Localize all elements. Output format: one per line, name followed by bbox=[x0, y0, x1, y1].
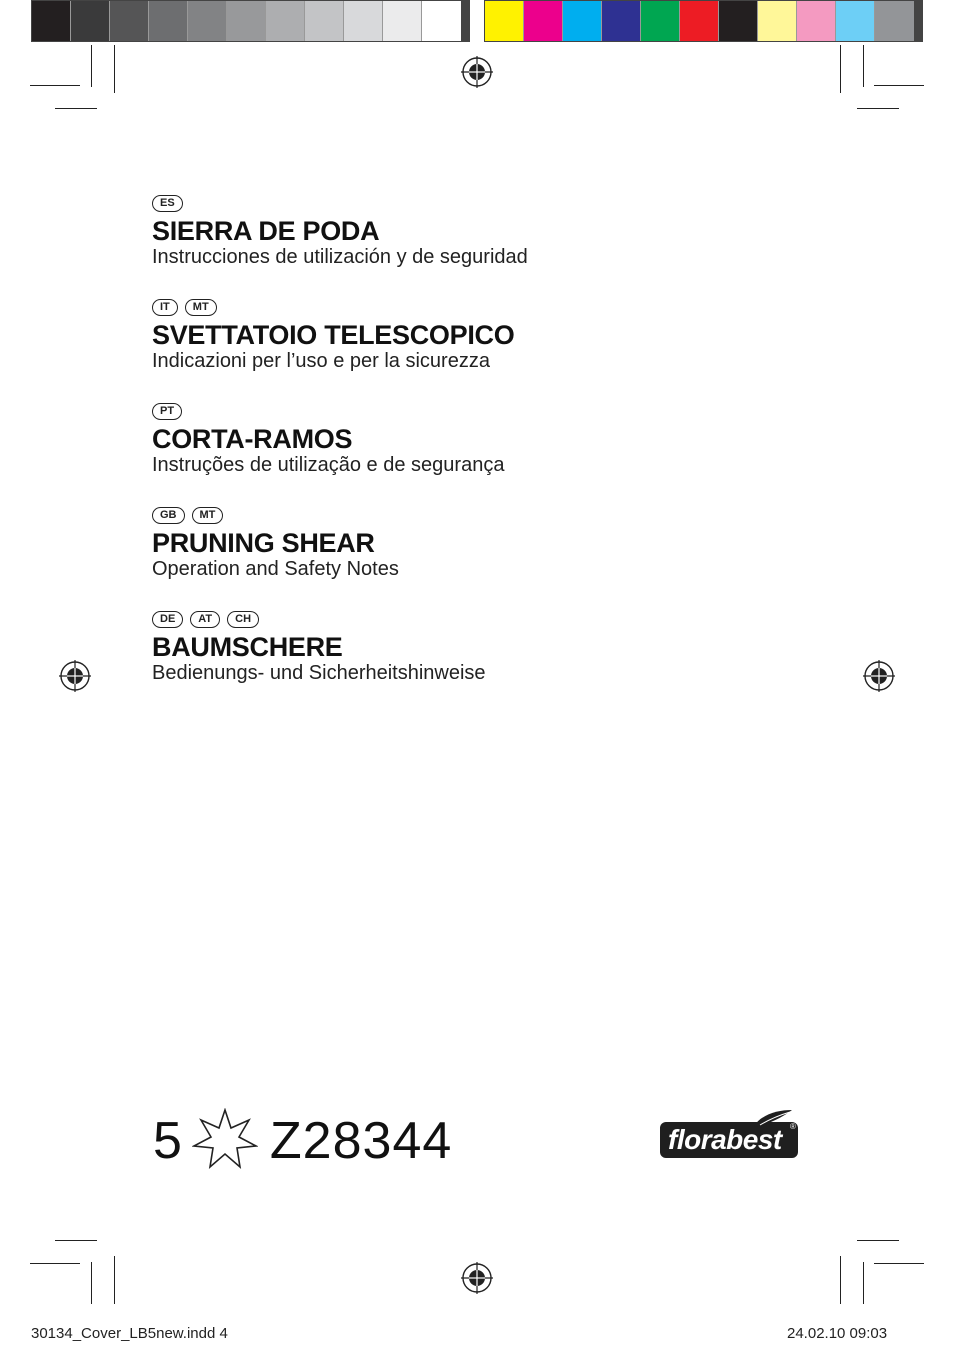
language-badge: CH bbox=[227, 611, 259, 628]
language-badge: PT bbox=[152, 403, 182, 420]
color-swatch bbox=[227, 1, 266, 41]
language-badges bbox=[152, 608, 486, 630]
star-outline-icon bbox=[192, 1108, 258, 1174]
product-code-line bbox=[153, 1108, 452, 1174]
color-swatch bbox=[641, 1, 680, 41]
logo-text: florabest bbox=[668, 1124, 782, 1155]
crop-mark bbox=[91, 1262, 92, 1304]
color-swatch bbox=[680, 1, 719, 41]
crop-mark bbox=[114, 1256, 115, 1304]
slug-datetime: 24.02.10 09:03 bbox=[787, 1325, 888, 1342]
slug-filename: 30134_Cover_LB5new.indd 4 bbox=[31, 1325, 228, 1342]
color-swatch bbox=[110, 1, 149, 41]
crop-mark bbox=[863, 1262, 864, 1304]
product-number: 5 bbox=[153, 1112, 182, 1170]
color-swatch bbox=[485, 1, 524, 41]
crop-mark bbox=[857, 108, 899, 109]
grayscale-bar bbox=[31, 0, 470, 42]
product-title: BAUMSCHERE bbox=[152, 632, 343, 662]
language-badges bbox=[152, 504, 399, 526]
crop-mark bbox=[30, 1263, 80, 1264]
color-bar bbox=[484, 0, 923, 42]
product-subtitle: Instrucciones de utilización y de seguridad bbox=[152, 246, 528, 268]
crop-mark bbox=[91, 45, 92, 87]
color-swatch bbox=[602, 1, 641, 41]
language-badge: DE bbox=[152, 611, 183, 628]
language-badge: AT bbox=[190, 611, 220, 628]
color-swatch bbox=[383, 1, 422, 41]
crop-mark bbox=[55, 108, 97, 109]
crop-mark bbox=[874, 85, 924, 86]
language-badges bbox=[152, 296, 514, 318]
product-subtitle: Bedienungs- und Sicherheitshinweise bbox=[152, 662, 486, 684]
language-badges bbox=[152, 400, 504, 422]
crop-mark bbox=[114, 45, 115, 93]
crop-mark bbox=[874, 1263, 924, 1264]
registration-mark-icon bbox=[863, 660, 895, 692]
product-subtitle: Operation and Safety Notes bbox=[152, 558, 399, 580]
color-swatch bbox=[422, 1, 461, 41]
registration-mark-icon bbox=[461, 1262, 493, 1294]
florabest-logo bbox=[660, 1108, 800, 1160]
color-swatch bbox=[188, 1, 227, 41]
color-swatch bbox=[32, 1, 71, 41]
product-code: Z28344 bbox=[269, 1112, 453, 1170]
crop-mark bbox=[30, 85, 80, 86]
color-swatch bbox=[266, 1, 305, 41]
crop-mark bbox=[840, 45, 841, 93]
color-swatch bbox=[719, 1, 758, 41]
crop-mark bbox=[863, 45, 864, 87]
product-title: PRUNING SHEAR bbox=[152, 528, 375, 558]
color-swatch bbox=[875, 1, 914, 41]
language-badge: ES bbox=[152, 195, 183, 212]
product-title: CORTA-RAMOS bbox=[152, 424, 353, 454]
color-swatch bbox=[797, 1, 836, 41]
registered-mark: ® bbox=[790, 1122, 796, 1131]
crop-mark bbox=[55, 1240, 97, 1241]
crop-mark bbox=[840, 1256, 841, 1304]
crop-mark bbox=[857, 1240, 899, 1241]
registration-mark-icon bbox=[59, 660, 91, 692]
language-section-de bbox=[152, 608, 486, 684]
color-swatch bbox=[71, 1, 110, 41]
language-section-es bbox=[152, 192, 528, 268]
color-swatch bbox=[305, 1, 344, 41]
product-subtitle: Indicazioni per l’uso e per la sicurezza bbox=[152, 350, 490, 372]
language-section-gb bbox=[152, 504, 399, 580]
product-subtitle: Instruções de utilização e de segurança bbox=[152, 454, 505, 476]
color-swatch bbox=[524, 1, 563, 41]
registration-mark-icon bbox=[461, 56, 493, 88]
language-badge: MT bbox=[185, 299, 217, 316]
language-badge: MT bbox=[192, 507, 224, 524]
language-badge: IT bbox=[152, 299, 178, 316]
product-title: SVETTATOIO TELESCOPICO bbox=[152, 320, 515, 350]
color-swatch bbox=[563, 1, 602, 41]
language-section-it bbox=[152, 296, 514, 372]
color-swatch bbox=[836, 1, 875, 41]
color-swatch bbox=[344, 1, 383, 41]
language-badge: GB bbox=[152, 507, 185, 524]
product-title: SIERRA DE PODA bbox=[152, 216, 380, 246]
language-badges bbox=[152, 192, 528, 214]
color-swatch bbox=[758, 1, 797, 41]
color-swatch bbox=[149, 1, 188, 41]
language-section-pt bbox=[152, 400, 504, 476]
